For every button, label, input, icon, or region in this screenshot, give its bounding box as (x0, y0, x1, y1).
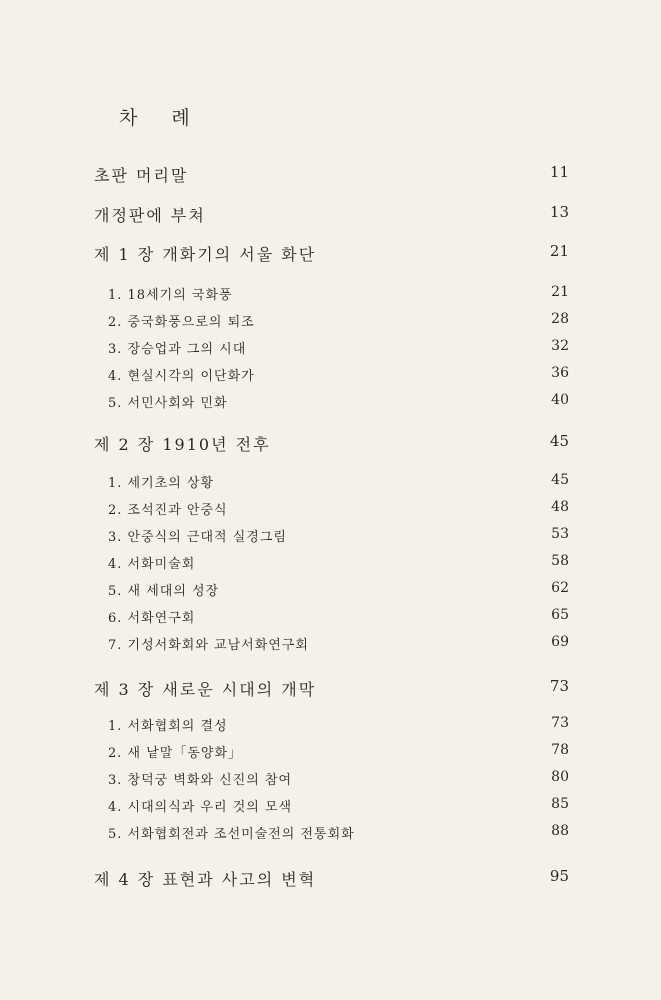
toc-entry-page: 69 (551, 634, 569, 650)
toc-entry (0, 203, 661, 229)
toc-entry-page: 32 (551, 338, 569, 354)
toc-entry (0, 338, 661, 364)
toc-entry-label: 제 1 장 개화기의 서울 화단 (94, 245, 317, 264)
toc-entry-label: 제 2 장 1910년 전후 (94, 435, 271, 454)
toc-entry-page: 13 (549, 203, 569, 221)
toc-entry-page: 21 (549, 242, 569, 260)
toc-entry-page: 62 (551, 580, 569, 596)
toc-entry-label: 3. 창덕궁 벽화와 신진의 참여 (108, 773, 293, 788)
toc-entry (0, 823, 661, 849)
toc-entry-page: 85 (551, 796, 569, 812)
toc-entry-page: 21 (551, 284, 569, 300)
toc-entry-label: 6. 서화연구회 (108, 611, 196, 626)
toc-entry (0, 242, 661, 268)
toc-entry-label: 4. 시대의식과 우리 것의 모색 (108, 800, 293, 815)
toc-entry-label: 4. 서화미술회 (108, 557, 196, 572)
toc-entry-label: 7. 기성서화회와 교남서화연구회 (108, 638, 309, 653)
toc-entry-label: 3. 안중식의 근대적 실경그림 (108, 530, 287, 545)
toc-entry-page: 58 (551, 553, 569, 569)
toc-entry (0, 284, 661, 310)
toc-entry (0, 769, 661, 795)
toc-entry-page: 80 (551, 769, 569, 785)
toc-entry (0, 163, 661, 189)
toc-entry (0, 365, 661, 391)
toc-entry-page: 48 (551, 499, 569, 515)
toc-entry (0, 499, 661, 525)
toc-entry-label: 3. 장승업과 그의 시대 (108, 342, 247, 357)
toc-entry-page: 78 (551, 742, 569, 758)
toc-entry-label: 제 4 장 표현과 사고의 변혁 (94, 870, 317, 889)
toc-entry-label: 5. 새 세대의 성장 (108, 584, 220, 599)
toc-entry-page: 11 (549, 163, 569, 181)
toc-entry (0, 553, 661, 579)
toc-title: 차 례 (119, 107, 204, 129)
toc-entry-page: 53 (551, 526, 569, 542)
toc-entry (0, 526, 661, 552)
toc-entry (0, 742, 661, 768)
toc-entry (0, 607, 661, 633)
toc-entry-page: 45 (551, 472, 569, 488)
toc-entry (0, 580, 661, 606)
toc-entry-label: 개정판에 부쳐 (94, 206, 206, 225)
toc-entry-label: 2. 조석진과 안중식 (108, 503, 228, 518)
toc-entry-label: 1. 18세기의 국화풍 (108, 288, 233, 303)
toc-entry-page: 95 (549, 867, 569, 885)
toc-entry (0, 715, 661, 741)
toc-entry (0, 796, 661, 822)
toc-entry (0, 867, 661, 893)
toc-entry-page: 40 (551, 392, 569, 408)
toc-entry-label: 5. 서민사회와 민화 (108, 396, 228, 411)
toc-entry-label: 제 3 장 새로운 시대의 개막 (94, 680, 317, 699)
toc-entry-page: 36 (551, 365, 569, 381)
toc-entry-page: 45 (549, 432, 569, 450)
toc-entry (0, 432, 661, 458)
toc-entry-label: 2. 새 낱말「동양화」 (108, 746, 243, 761)
toc-entry (0, 677, 661, 703)
toc-entry-label: 2. 중국화풍으로의 퇴조 (108, 315, 255, 330)
toc-entry-page: 88 (551, 823, 569, 839)
toc-entry (0, 311, 661, 337)
toc-entry-page: 73 (549, 677, 569, 695)
toc-entry-label: 1. 세기초의 상황 (108, 476, 215, 491)
toc-entry-label: 1. 서화협회의 결성 (108, 719, 228, 734)
toc-entry (0, 634, 661, 660)
toc-entry (0, 392, 661, 418)
toc-entry-page: 28 (551, 311, 569, 327)
toc-entry-page: 73 (551, 715, 569, 731)
toc-entry (0, 472, 661, 498)
toc-entry-label: 4. 현실시각의 이단화가 (108, 369, 255, 384)
toc-entry-label: 5. 서화협회전과 조선미술전의 전통회화 (108, 827, 355, 842)
toc-entry-page: 65 (551, 607, 569, 623)
toc-entry-label: 초판 머리말 (94, 166, 189, 185)
